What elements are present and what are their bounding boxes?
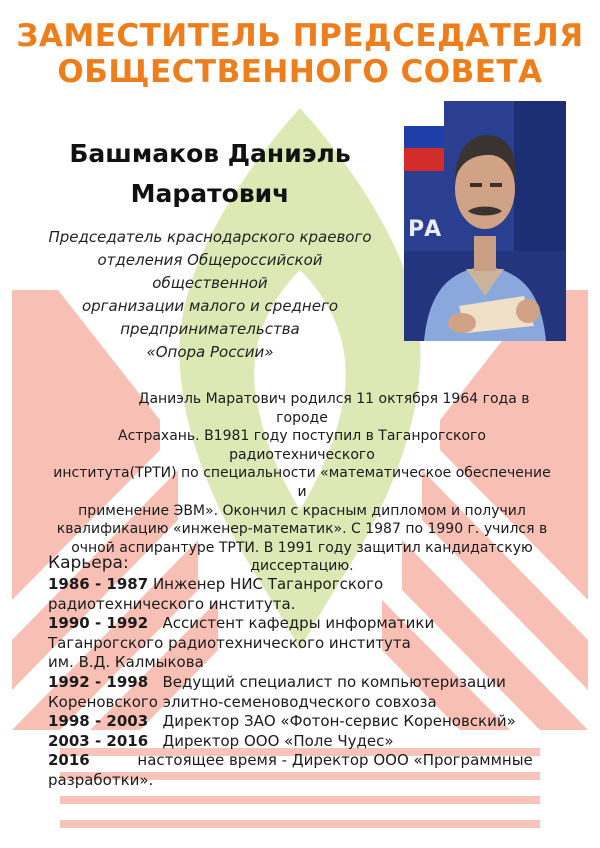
portrait-photo [404, 101, 566, 341]
career-years: 1992 - 1998 [48, 672, 149, 691]
name-line-2: Маратович [130, 179, 290, 208]
career-role-continued: Таганрогского радиотехнического института [48, 633, 411, 652]
career-role-continued: Кореновского элитно-семеноводческого совхоза [48, 692, 437, 711]
bio-line: применение ЭВМ». Окончил с красным дипломом и получил [78, 502, 526, 519]
career-years: 1986 - 1987 [48, 575, 149, 593]
career-item [48, 575, 568, 614]
career-role: Инженер НИС Таганрогского [148, 575, 384, 593]
career-item [48, 751, 568, 790]
svg-text:РА: РА [408, 217, 442, 242]
position-line: отделения Общероссийской общественной [97, 251, 323, 292]
position-line: предпринимательства [120, 320, 300, 338]
page-title [0, 18, 600, 90]
career-item [48, 712, 568, 732]
career-role: Ведущий специалист по компьютеризации [148, 672, 506, 691]
career-years: 1998 - 2003 [48, 712, 149, 731]
career-section [48, 552, 568, 791]
career-heading: Карьера: [48, 553, 129, 573]
title-line-1: ЗАМЕСТИТЕЛЬ ПРЕДСЕДАТЕЛЯ [16, 18, 584, 54]
career-item [48, 673, 568, 712]
position-line: Председатель краснодарского краевого [48, 228, 372, 246]
bio-line: Даниэль Маратович родился 11 октября 1964 года в городе [138, 391, 530, 426]
name-line-1: Башмаков Даниэль [69, 139, 351, 168]
bio-line: диссертацию. [250, 558, 354, 575]
position-line: организации малого и среднего [81, 297, 339, 315]
bio-line: института(ТРТИ) по специальности «математическое обеспечение и [53, 465, 551, 500]
title-line-2: ОБЩЕСТВЕННОГО СОВЕТА [57, 54, 543, 90]
bio-line: Астрахань. В1981 году поступил в Таганрогского радиотехнического [118, 428, 486, 463]
career-role-continued: им. В.Д. Калмыкова [48, 653, 204, 672]
career-role: Директор ЗАО «Фотон-сервис Кореновский» [148, 712, 516, 731]
biography-text [52, 390, 552, 576]
career-years: 1990 - 1992 [48, 614, 149, 633]
career-item [48, 732, 568, 752]
career-role: Ассистент кафедры информатики [148, 614, 435, 633]
bio-line: очной аспирантуре ТРТИ. В 1991 году защитил кандидатскую [71, 539, 533, 556]
career-role: настоящее время - Директор ООО «Программные [89, 751, 533, 770]
career-role-continued: радиотехнического института. [48, 594, 296, 613]
career-role-continued: разработки». [48, 770, 154, 789]
bio-line: квалификацию «инженер-математик». С 1987 по 1990 г. учился в [56, 521, 548, 538]
career-item [48, 614, 568, 673]
position-line: «Опора России» [146, 343, 274, 361]
career-role: Директор ООО «Поле Чудес» [148, 731, 394, 750]
person-position [40, 226, 380, 364]
career-years: 2016 [48, 751, 90, 770]
person-name [40, 134, 380, 214]
career-years: 2003 - 2016 [48, 731, 149, 750]
